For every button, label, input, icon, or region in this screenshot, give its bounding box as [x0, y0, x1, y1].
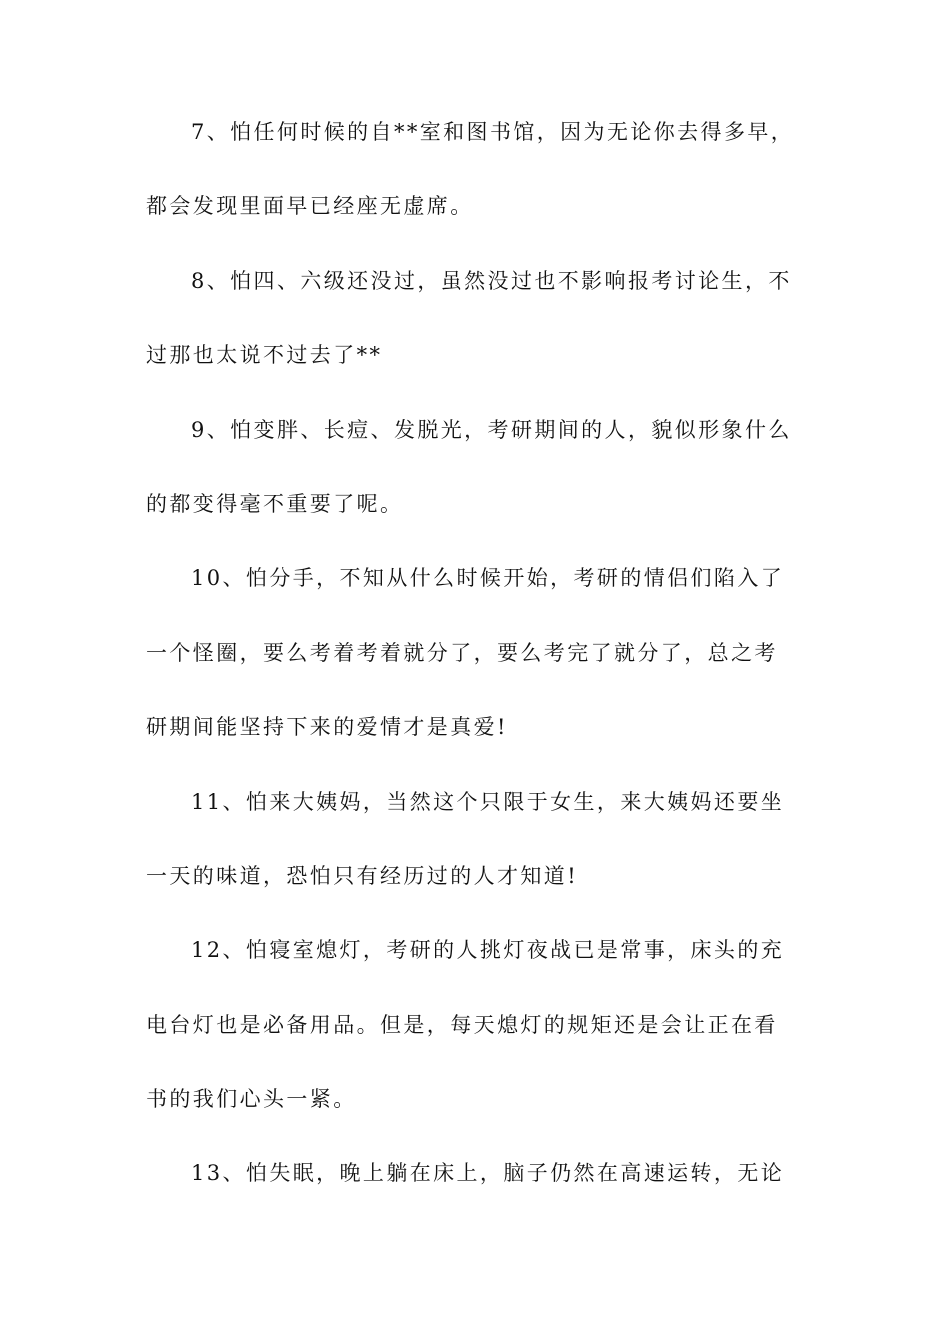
- item-8-line-1: 8、怕四、六级还没过，虽然没过也不影响报考讨论生，不: [191, 268, 792, 293]
- item-10-line-1: 10、怕分手，不知从什么时候开始，考研的情侣们陷入了: [191, 566, 785, 591]
- document-body: [146, 120, 806, 1236]
- item-11-line-1: 11、怕来大姨妈，当然这个只限于女生，来大姨妈还要坐: [191, 789, 785, 814]
- item-13-line-1: 13、怕失眠，晚上躺在床上，脑子仍然在高速运转，无论: [191, 1161, 785, 1186]
- item-10-line-2: 一个怪圈，要么考着考着就分了，要么考完了就分了，总之考: [146, 640, 778, 665]
- item-7-line-2: 都会发现里面早已经座无虚席。: [146, 194, 474, 219]
- item-9-line-1: 9、怕变胖、长痘、发脱光，考研期间的人，貌似形象什么: [191, 417, 792, 442]
- item-10-line-3: 研期间能坚持下来的爱情才是真爱!: [146, 715, 508, 740]
- item-12-line-3: 书的我们心头一紧。: [146, 1087, 357, 1112]
- item-9-line-2: 的都变得毫不重要了呢。: [146, 491, 404, 516]
- item-12-line-1: 12、怕寝室熄灯，考研的人挑灯夜战已是常事，床头的充: [191, 938, 785, 963]
- item-12-line-2: 电台灯也是必备用品。但是，每天熄灯的规矩还是会让正在看: [146, 1012, 778, 1037]
- item-11-line-2: 一天的味道，恐怕只有经历过的人才知道!: [146, 863, 579, 888]
- item-8-line-2: 过那也太说不过去了**: [146, 343, 383, 368]
- item-7-line-1: 7、怕任何时候的自**室和图书馆，因为无论你去得多早，: [191, 120, 795, 144]
